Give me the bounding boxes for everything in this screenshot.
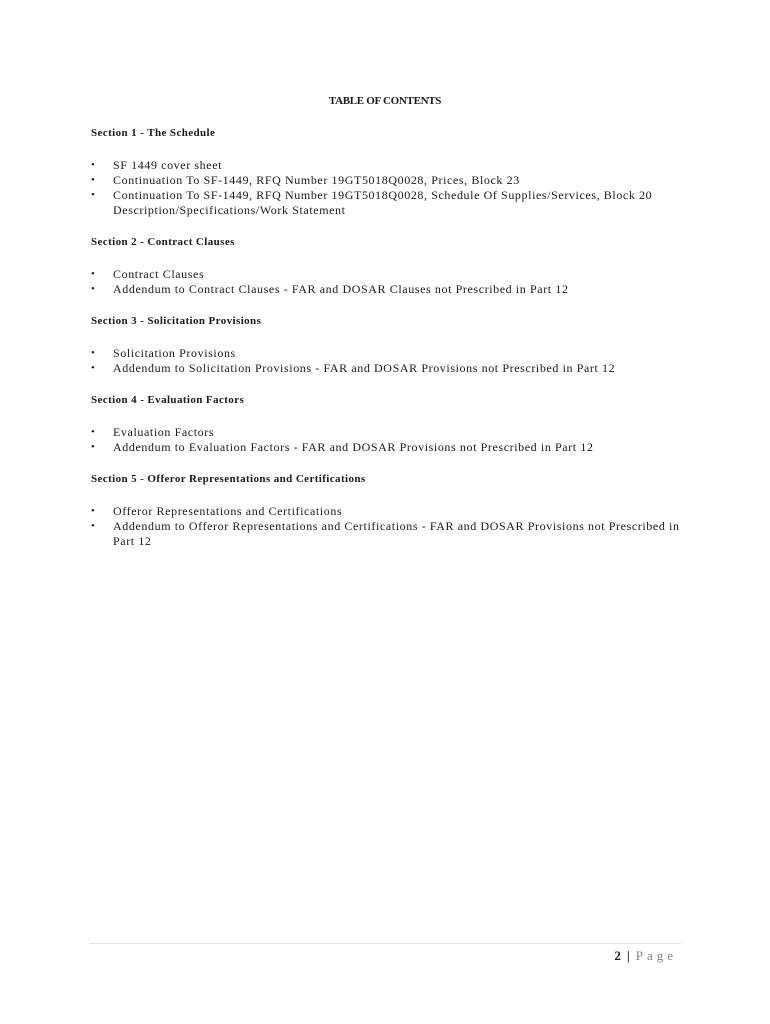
bullet-icon: • [91, 189, 96, 201]
list-item [91, 173, 691, 188]
bullet-icon: • [91, 441, 96, 453]
section-heading: Section 1 - The Schedule [91, 127, 216, 139]
bullet-icon: • [91, 174, 96, 186]
toc-section-4 [91, 393, 691, 455]
list-item-text: Evaluation Factors [113, 425, 215, 439]
bullet-icon: • [91, 426, 96, 438]
list-item-text: Addendum to Evaluation Factors - FAR and DOSAR Provisions not Prescribed in Part 12 [113, 440, 594, 454]
toc-section-2 [91, 235, 691, 297]
page-label: Page [635, 948, 677, 963]
toc-body [91, 126, 691, 566]
footer-divider [89, 943, 681, 944]
list-item-text: Solicitation Provisions [113, 346, 236, 360]
list-item-text: Contract Clauses [113, 267, 205, 281]
list-item-text: Addendum to Solicitation Provisions - FAR and DOSAR Provisions not Prescribed in Part 12 [113, 361, 616, 375]
list-item-text: Continuation To SF-1449, RFQ Number 19GT5018Q0028, Schedule Of Supplies/Services, Block 20 Description/Specifications/Work Statement [113, 188, 653, 217]
list-item [91, 361, 691, 376]
list-item [91, 346, 691, 361]
footer-separator: | [626, 948, 630, 963]
section-heading: Section 3 - Solicitation Provisions [91, 315, 262, 327]
bullet-icon: • [91, 362, 96, 374]
bullet-icon: • [91, 520, 96, 532]
section-item-list [91, 158, 691, 218]
list-item [91, 519, 691, 549]
list-item-text: Addendum to Contract Clauses - FAR and DOSAR Clauses not Prescribed in Part 12 [113, 282, 569, 296]
list-item-text: SF 1449 cover sheet [113, 158, 223, 172]
toc-section-5 [91, 472, 691, 549]
list-item-text: Offeror Representations and Certifications [113, 504, 343, 518]
toc-section-1 [91, 126, 691, 218]
section-item-list [91, 425, 691, 455]
bullet-icon: • [91, 347, 96, 359]
section-heading: Section 2 - Contract Clauses [91, 236, 235, 248]
list-item [91, 188, 691, 218]
list-item [91, 425, 691, 440]
section-item-list [91, 346, 691, 376]
list-item [91, 440, 691, 455]
list-item-text: Continuation To SF-1449, RFQ Number 19GT5018Q0028, Prices, Block 23 [113, 173, 520, 187]
section-item-list [91, 267, 691, 297]
page-footer [614, 948, 677, 964]
list-item [91, 267, 691, 282]
list-item [91, 282, 691, 297]
bullet-icon: • [91, 505, 96, 517]
page-title: TABLE OF CONTENTS [328, 95, 442, 107]
bullet-icon: • [91, 268, 96, 280]
section-heading: Section 4 - Evaluation Factors [91, 394, 245, 406]
list-item-text: Addendum to Offeror Representations and Certifications - FAR and DOSAR Provisions not Prescribed in Part 12 [113, 519, 680, 548]
bullet-icon: • [91, 159, 96, 171]
toc-section-3 [91, 314, 691, 376]
section-heading: Section 5 - Offeror Representations and Certifications [91, 473, 366, 485]
list-item [91, 504, 691, 519]
list-item [91, 158, 691, 173]
page-number: 2 [614, 948, 621, 963]
section-item-list [91, 504, 691, 549]
bullet-icon: • [91, 283, 96, 295]
